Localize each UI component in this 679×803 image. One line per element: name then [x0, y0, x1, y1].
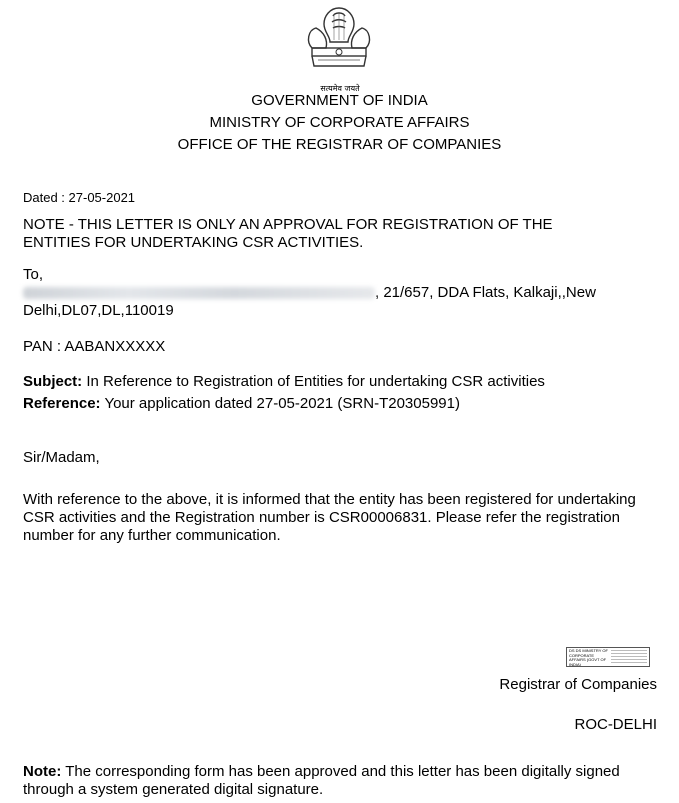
address-line2: Delhi,DL07,DL,110019: [23, 302, 174, 319]
reference-text: Your application dated 27-05-2021 (SRN-T20305991): [100, 395, 460, 412]
emblem-motto: सत्यमेव जयते: [320, 84, 360, 93]
reference-line: [23, 395, 460, 413]
footer-note-label: Note:: [23, 763, 62, 780]
footer-note-text: The corresponding form has been approved and this letter has been digitally signed: [61, 763, 620, 780]
address-line1: [23, 284, 596, 302]
salutation: Sir/Madam,: [23, 449, 100, 466]
header-ministry: MINISTRY OF CORPORATE AFFAIRS: [209, 114, 470, 131]
national-emblem-icon: [300, 2, 378, 90]
header-government: GOVERNMENT OF INDIA: [251, 92, 428, 109]
redacted-entity-name: [23, 287, 375, 299]
letter-date: Dated : 27-05-2021: [23, 190, 136, 205]
signature-details-lines: [611, 650, 647, 665]
body-line3: number for any further communication.: [23, 527, 281, 544]
signature-stamp-text: DS DS MINISTRY OF CORPORATE AFFAIRS (GOVT OF INDIA): [569, 648, 608, 667]
approval-note-line1: NOTE - THIS LETTER IS ONLY AN APPROVAL FOR REGISTRATION OF THE: [23, 216, 553, 233]
body-line1: With reference to the above, it is informed that the entity has been registered for undertaking: [23, 491, 636, 508]
approval-note-line2: ENTITIES FOR UNDERTAKING CSR ACTIVITIES.: [23, 234, 364, 251]
digital-signature-stamp: [566, 647, 650, 667]
reference-label: Reference:: [23, 395, 101, 412]
body-line2: CSR activities and the Registration number is CSR00006831. Please refer the registration: [23, 509, 620, 526]
pan-number: PAN : AABANXXXXX: [23, 338, 166, 355]
registrar-office: ROC-DELHI: [574, 716, 657, 733]
footer-note-line1: [23, 763, 620, 781]
to-label: To,: [23, 266, 44, 283]
subject-text: In Reference to Registration of Entities for undertaking CSR activities: [82, 373, 545, 390]
address-line1-text: , 21/657, DDA Flats, Kalkaji,,New: [375, 284, 596, 301]
footer-note-line2: through a system generated digital signature.: [23, 781, 324, 798]
registrar-title: Registrar of Companies: [499, 676, 657, 693]
header-office: OFFICE OF THE REGISTRAR OF COMPANIES: [177, 136, 502, 153]
subject-label: Subject:: [23, 373, 83, 390]
subject-line: [23, 373, 545, 391]
